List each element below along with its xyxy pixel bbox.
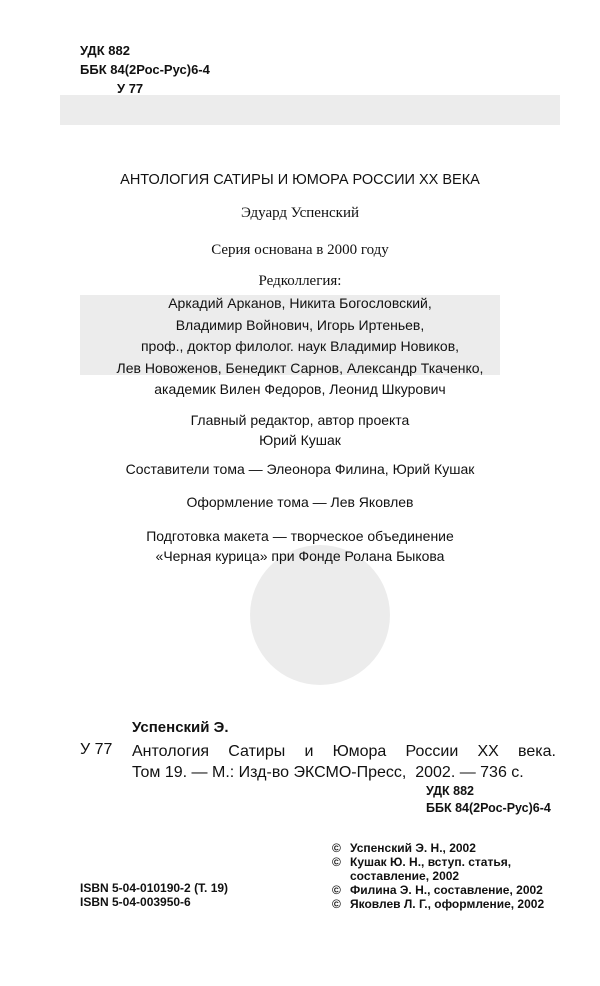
isbn-line: ISBN 5-04-003950-6 xyxy=(80,895,191,909)
catalog-card-code: У 77 xyxy=(80,741,113,758)
catalog-card-line-2: Том 19. — М.: Изд-во ЭКСМО-Пресс, 2002. — 736 с. xyxy=(132,764,524,781)
board-line: Лев Новоженов, Бенедикт Сарнов, Александр Ткаченко, xyxy=(116,359,484,376)
layout-line-2: «Черная курица» при Фонде Ролана Быкова xyxy=(155,548,445,564)
volume-design: Оформление тома — Лев Яковлев xyxy=(186,494,414,510)
bbk-code: ББК 84(2Рос-Рус)6-4 xyxy=(80,62,210,77)
catalog-word: и xyxy=(304,743,314,760)
layout-preparation xyxy=(0,526,600,566)
catalog-word: XX xyxy=(477,743,499,760)
editorial-board-members xyxy=(0,293,600,401)
chief-editor-role: Главный редактор, автор проекта xyxy=(190,412,410,428)
catalog-word: Юмора xyxy=(332,743,387,760)
author-mark: У 77 xyxy=(117,81,144,96)
top-classification-codes xyxy=(80,41,210,98)
editorial-board-label: Редколлегия: xyxy=(258,273,342,289)
copyright-symbol xyxy=(332,869,350,883)
chief-editor xyxy=(0,410,600,450)
copyright-row xyxy=(332,869,544,883)
catalog-card-description xyxy=(132,741,556,783)
chief-editor-name: Юрий Кушак xyxy=(259,432,341,448)
copyright-notices xyxy=(332,841,544,911)
copyright-row xyxy=(332,855,544,869)
copyright-text: Яковлев Л. Г., оформление, 2002 xyxy=(350,897,545,911)
udk-code: УДК 882 xyxy=(80,43,130,58)
catalog-word: Сатиры xyxy=(228,743,286,760)
copyright-symbol: © xyxy=(332,855,341,869)
copyright-text: Филина Э. Н., составление, 2002 xyxy=(350,883,543,897)
catalog-word: века. xyxy=(518,743,556,760)
catalog-card-codes xyxy=(426,783,551,817)
board-line: Владимир Войнович, Игорь Иртеньев, xyxy=(175,316,425,333)
catalog-word: Антология xyxy=(132,743,210,760)
bleed-through-watermark xyxy=(40,95,580,715)
board-line: проф., доктор филолог. наук Владимир Новиков, xyxy=(140,338,460,354)
series-note: Серия основана в 2000 году xyxy=(211,242,389,258)
catalog-card-line-1 xyxy=(132,741,556,762)
copyright-row xyxy=(332,883,544,897)
copyright-symbol: © xyxy=(332,897,341,911)
copyright-text: составление, 2002 xyxy=(350,869,460,883)
copyright-symbol: © xyxy=(332,841,341,855)
catalog-bbk: ББК 84(2Рос-Рус)6-4 xyxy=(426,801,551,815)
volume-compilers: Составители тома — Элеонора Филина, Юрий Кушак xyxy=(125,461,475,477)
board-line: Аркадий Арканов, Никита Богословский, xyxy=(168,295,432,311)
copyright-row xyxy=(332,897,544,911)
copyright-symbol: © xyxy=(332,883,341,897)
catalog-udk: УДК 882 xyxy=(426,784,475,798)
catalog-word: России xyxy=(405,743,459,760)
book-title: АНТОЛОГИЯ САТИРЫ И ЮМОРА РОССИИ XX ВЕКА xyxy=(120,172,480,188)
isbn-block xyxy=(80,881,228,909)
layout-line-1: Подготовка макета — творческое объединение xyxy=(146,528,454,544)
copyright-row xyxy=(332,841,544,855)
copyright-text: Кушак Ю. Н., вступ. статья, xyxy=(350,855,512,869)
catalog-card-author: Успенский Э. xyxy=(132,719,229,736)
book-author: Эдуард Успенский xyxy=(241,205,359,221)
copyright-text: Успенский Э. Н., 2002 xyxy=(350,841,476,855)
isbn-line: ISBN 5-04-010190-2 (Т. 19) xyxy=(80,881,229,895)
board-line: академик Вилен Федоров, Леонид Шкурович xyxy=(154,381,446,397)
